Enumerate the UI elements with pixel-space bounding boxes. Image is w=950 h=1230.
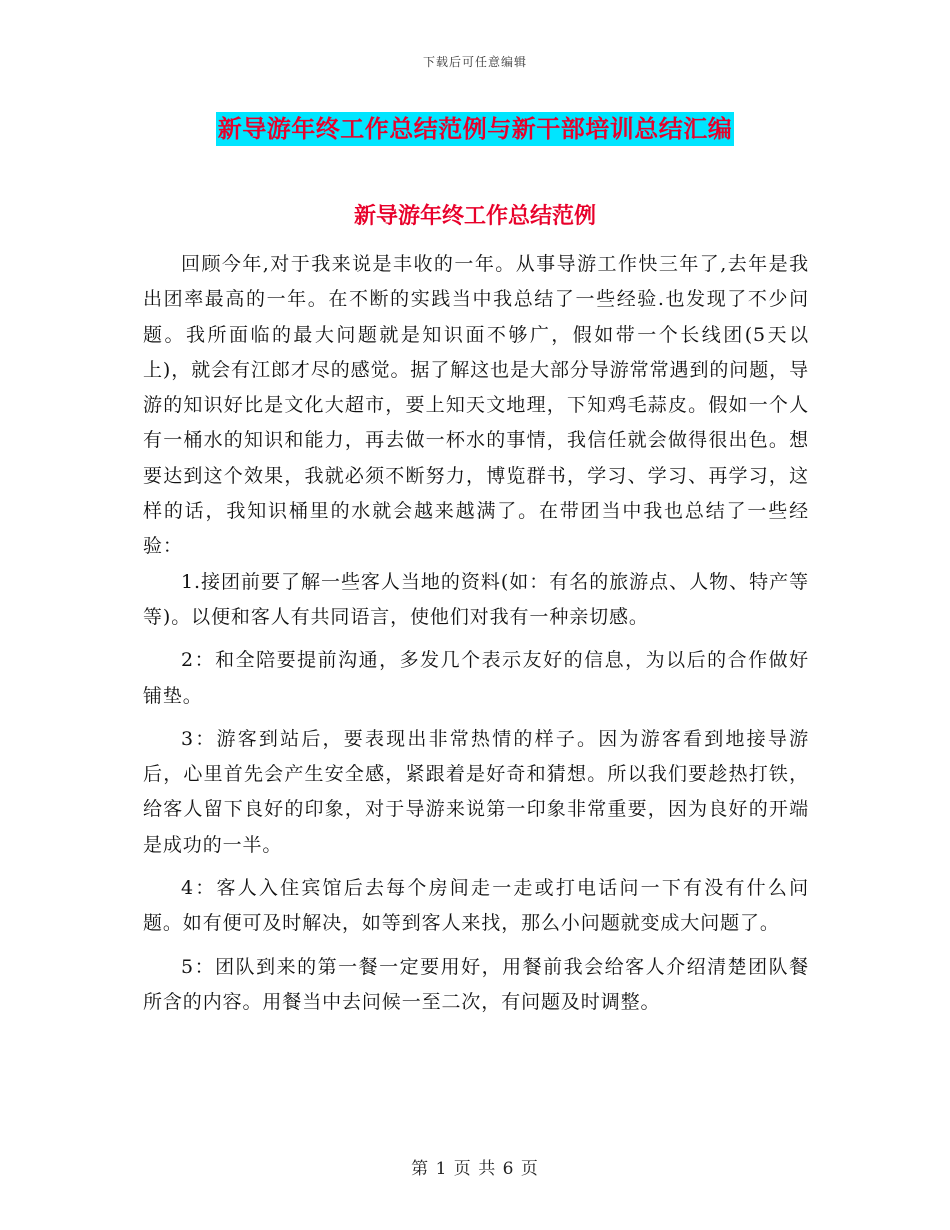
section-title: 新导游年终工作总结范例 xyxy=(353,204,596,229)
main-title-wrapper xyxy=(0,112,950,146)
body-text xyxy=(143,247,809,1020)
paragraph-item-2: 2：和全陪要提前沟通，多发几个表示友好的信息，为以后的合作做好铺垫。 xyxy=(143,649,809,707)
paragraph-intro: 回顾今年,对于我来说是丰收的一年。从事导游工作快三年了,去年是我出团率最高的一年。在不断的实践当中我总结了一些经验.也发现了不少问题。我所面临的最大问题就是知识面不够广，假如带一个长线团(5天以上)，就会有江郎才尽的感觉。据了解这也是大部分导游常常遇到的问题，导游的知识好比是文化大超市，要上知天文地理，下知鸡毛蒜皮。假如一个人有一桶水的知识和能力，再去做一杯水的事情，我信任就会做得很出色。想要达到这个效果，我就必须不断努力，博览群书，学习、学习、再学习，这样的话，我知识桶里的水就会越来越满了。在带团当中我也总结了一些经验： xyxy=(143,253,809,558)
paragraph-item-3: 3：游客到站后，要表现出非常热情的样子。因为游客看到地接导游后，心里首先会产生安全感，紧跟着是好奇和猜想。所以我们要趁热打铁，给客人留下良好的印象，对于导游来说第一印象非常重要，因为良好的开端是成功的一半。 xyxy=(143,727,809,856)
page-number-footer: 第 1 页 共 6 页 xyxy=(411,1159,539,1179)
paragraph-item-1: 1.接团前要了解一些客人当地的资料(如：有名的旅游点、人物、特产等等)。以便和客人有共同语言，使他们对我有一种亲切感。 xyxy=(143,570,809,628)
paragraph-item-4: 4：客人入住宾馆后去每个房间走一走或打电话问一下有没有什么问题。如有便可及时解决，如等到客人来找，那么小问题就变成大问题了。 xyxy=(143,877,809,935)
header-note: 下载后可任意编辑 xyxy=(422,55,527,69)
paragraph-item-5: 5：团队到来的第一餐一定要用好，用餐前我会给客人介绍清楚团队餐所含的内容。用餐当中去问候一至二次，有问题及时调整。 xyxy=(143,955,809,1013)
main-title: 新导游年终工作总结范例与新干部培训总结汇编 xyxy=(216,112,735,146)
